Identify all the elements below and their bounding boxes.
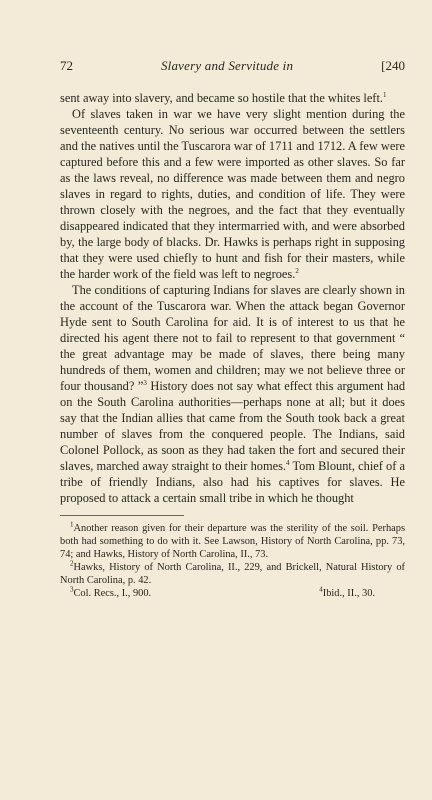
footnote-mark: 3 bbox=[70, 585, 74, 594]
paragraph-text: sent away into slavery, and became so hostile that the whites left. bbox=[60, 91, 383, 105]
paragraph bbox=[60, 106, 405, 282]
footnote-mark: 4 bbox=[319, 585, 323, 594]
running-head bbox=[60, 58, 405, 74]
footnote-4 bbox=[309, 587, 375, 600]
footnote-2 bbox=[60, 561, 405, 587]
page-number: 72 bbox=[60, 58, 73, 73]
footnote-text: Ibid., II., 30. bbox=[322, 588, 375, 599]
paragraph-text: Tom Blount, chief of a tribe of friendly Indians, also had his captives for slaves. He proposed to attack a certain small tribe in which he thought bbox=[60, 459, 406, 505]
footnote-mark: 2 bbox=[70, 559, 74, 568]
footnote-text: Another reason given for their departure was the sterility of the soil. Perhaps both had something to do with it. See Lawson, History of North Carolina, pp. 73, 74; and Hawks, History of North Carolina, II., 73. bbox=[60, 523, 405, 560]
footnote-row bbox=[60, 587, 405, 600]
footnote-reference: 2 bbox=[295, 266, 299, 275]
footnotes bbox=[60, 522, 405, 600]
footnote-reference: 4 bbox=[286, 458, 290, 467]
footnote-3 bbox=[60, 587, 151, 600]
running-title: Slavery and Servitude in bbox=[160, 58, 294, 73]
body-text bbox=[60, 90, 405, 506]
paragraph bbox=[60, 282, 405, 506]
footnote-reference: 1 bbox=[382, 90, 387, 99]
footnote-rule bbox=[60, 515, 184, 516]
page bbox=[60, 58, 405, 600]
footnote-1 bbox=[60, 522, 405, 561]
page-reference: [240 bbox=[381, 58, 405, 73]
footnote-mark: 1 bbox=[70, 520, 74, 529]
paragraph-text: The conditions of capturing Indians for slaves are clearly shown in the account of the Tuscarora war. When the attack began Governor Hyde sent to South Carolina for aid. It is of interest to us that he directed his agent there not to fail to represent to that government “ the great advantage may be made of slaves, there being many hundreds of them, women and children; may we not believe three or four thousand? ” bbox=[60, 283, 405, 393]
paragraph-text: Of slaves taken in war we have very slight mention during the seventeenth century. No serious war occurred between the settlers and the natives until the Tuscarora war of 1711 and 1712. A few were captured before this and a few were imported as other slaves. So far as the laws reveal, no difference was made between them and negro slaves in regard to rights, duties, and condition of life. They were thrown closely with the negroes, and the fact that they eventually disappeared indicated that they intermarried with, and were absorbed by, the large body of blacks. Dr. Hawks is perhaps right in supposing that they were used chiefly to hunt and fish for their masters, while the harder work of the field was left to negroes. bbox=[60, 107, 405, 281]
footnote-text: Hawks, History of North Carolina, II., 229, and Brickell, Natural History of North Carolina, p. 42. bbox=[60, 562, 405, 586]
paragraph bbox=[60, 90, 405, 106]
footnote-reference: 3 bbox=[143, 378, 147, 387]
footnote-text: Col. Recs., I., 900. bbox=[73, 588, 152, 599]
paragraph-text: History does not say what effect this argument had on the South Carolina authorities—perhaps none at all; but it does say that the Indian allies that came from the South took back a great number of slaves from the conquered people. The Indians, said Colonel Pollock, as soon as they had taken the fort and secured their slaves, marched away straight to their homes. bbox=[60, 379, 406, 473]
